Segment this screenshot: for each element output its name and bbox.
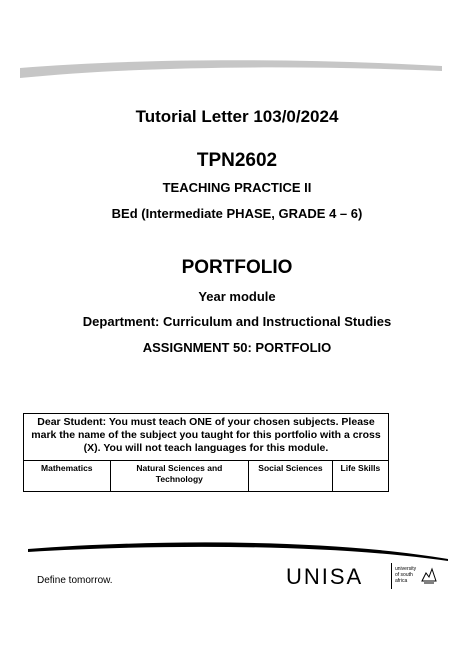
unisa-logo-text: UNISA — [286, 564, 364, 589]
subject-selection-table — [23, 413, 389, 492]
qualification: BEd (Intermediate PHASE, GRADE 4 – 6) — [111, 206, 363, 221]
module-name: TEACHING PRACTICE II — [162, 180, 312, 195]
subject-cell-mathematics[interactable]: Mathematics — [24, 461, 111, 492]
assignment-title: ASSIGNMENT 50: PORTFOLIO — [142, 340, 332, 355]
student-notice: Dear Student: You must teach ONE of your chosen subjects. Please mark the name of the subject you taught for this portfolio with a cross (X). You will not teach languages for this module. — [24, 414, 389, 461]
tutorial-letter-title: Tutorial Letter 103/0/2024 — [135, 107, 339, 126]
subject-cell-natural-sciences[interactable]: Natural Sciences and Technology — [110, 461, 248, 492]
module-code: TPN2602 — [196, 150, 278, 171]
unisa-logo-subtext: university of south africa — [395, 566, 417, 584]
department: Department: Curriculum and Instructional Studies — [82, 314, 392, 329]
subject-cell-social-sciences[interactable]: Social Sciences — [249, 461, 333, 492]
logo-divider — [391, 563, 392, 589]
portfolio-title: PORTFOLIO — [181, 257, 293, 278]
top-swoosh-decoration — [0, 52, 474, 92]
unisa-crest-icon — [420, 561, 438, 587]
tagline: Define tomorrow. — [37, 575, 113, 586]
subject-cell-life-skills[interactable]: Life Skills — [332, 461, 388, 492]
module-type: Year module — [198, 289, 276, 304]
